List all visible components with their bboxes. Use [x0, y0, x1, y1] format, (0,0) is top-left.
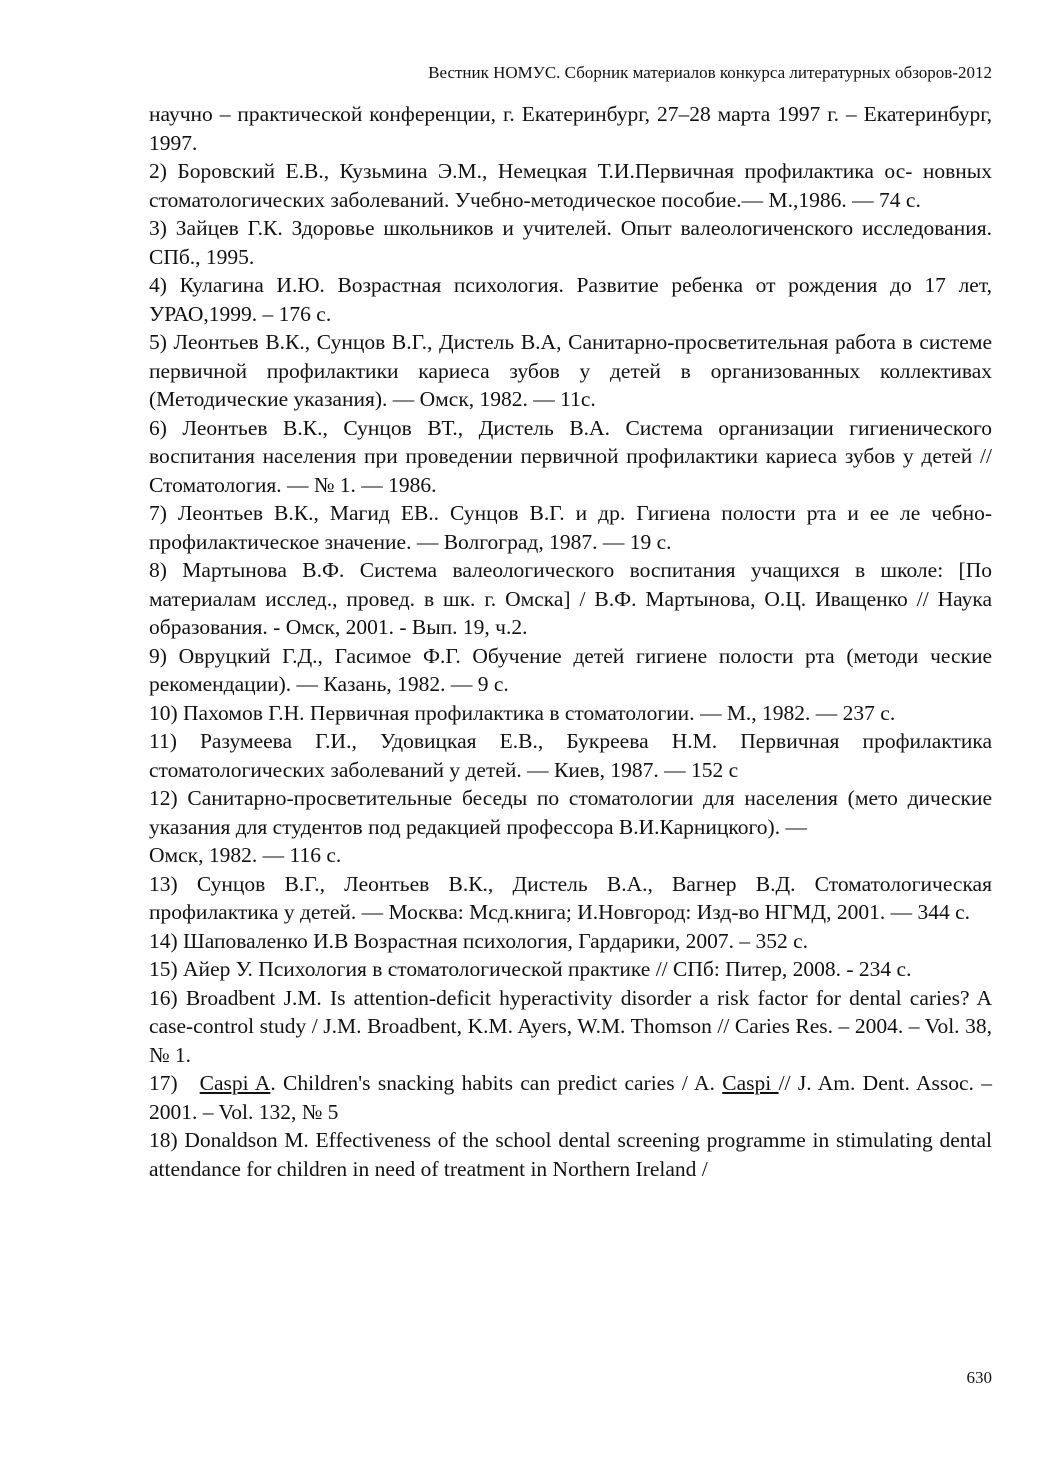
- reference-item: 7) Леонтьев В.К., Магид ЕВ.. Сунцов В.Г. и др. Гигиена полости рта и ее ле чебно-профилактическое значение. — Волгоград, 1987. — 19 с.: [149, 501, 992, 554]
- reference-item: 8) Мартынова В.Ф. Система валеологического воспитания учащихся в школе: [По материалам исслед., провед. в шк. г. Омска] / В.Ф. Мартынова, О.Ц. Иващенко // Наука образования. - Омск, 2001. - Вып. 19, ч.2.: [149, 558, 992, 639]
- reference-item: 12) Санитарно-просветительные беседы по стоматологии для населения (мето дические указания для студентов под редакцией профессора В.И.Карницкого). —: [149, 786, 992, 839]
- reference-item: 3) Зайцев Г.К. Здоровье школьников и учителей. Опыт валеологиченского исследования. СПб., 1995.: [149, 216, 992, 269]
- reference-item: 14) Шаповаленко И.В Возрастная психология, Гардарики, 2007. – 352 с.: [149, 928, 808, 953]
- page-number: 630: [966, 1368, 992, 1387]
- reference-list: [149, 100, 992, 1183]
- running-header: Вестник НОМУС. Сборник материалов конкурса литературных обзоров-2012: [428, 63, 992, 82]
- reference-item: 11) Разумеева Г.И., Удовицкая Е.В., Букреева Н.М. Первичная профилактика стоматологических заболеваний у детей. — Киев, 1987. — 152 с: [149, 729, 992, 782]
- reference-item: 9) Овруцкий Г.Д., Гасимое Ф.Г. Обучение детей гигиене полости рта (методи ческие рекомендации). — Казань, 1982. — 9 с.: [149, 643, 992, 696]
- reference-item: 4) Кулагина И.Ю. Возрастная психология. Развитие ребенка от рождения до 17 лет, УРАО,1999. – 176 с.: [149, 273, 992, 326]
- ref17-author-link-2[interactable]: Caspi: [722, 1071, 779, 1095]
- ref17-number: 17): [149, 1071, 178, 1095]
- ref17-rest: // J. Am. Dent. Assoc. – 2001. – Vol. 132, № 5: [149, 1071, 992, 1124]
- reference-item: научно – практической конференции, г. Екатеринбург, 27–28 марта 1997 г. – Екатеринбург, 1997.: [149, 102, 992, 155]
- ref17-author-link[interactable]: Caspi A: [199, 1071, 271, 1095]
- reference-item: Омск, 1982. — 116 с.: [149, 843, 342, 867]
- ref17-title: . Children's snacking habits can predict caries / A.: [270, 1071, 723, 1095]
- reference-item-17: [149, 1069, 992, 1126]
- reference-item: 15) Айер У. Психология в стоматологической практике // СПб: Питер, 2008. - 234 с.: [149, 957, 912, 981]
- reference-item: 16) Broadbent J.M. Is attention-deficit hyperactivity disorder a risk factor for dental caries? A case-control study / J.M. Broadbent, K.M. Ayers, W.M. Thomson // Caries Res. – 2004. – Vol. 38, № 1.: [149, 985, 992, 1067]
- reference-item: 6) Леонтьев В.К., Сунцов ВТ., Дистель В.А. Система организации гигиенического воспитания населения при проведении первичной профилактики кариеса зубов у детей //Стоматология. — № 1. — 1986.: [149, 415, 992, 497]
- reference-item: 2) Боровский Е.В., Кузьмина Э.М., Немецкая Т.И.Первичная профилактика ос- новных стоматологических заболеваний. Учебно-методическое пособие.— М.,1986. — 74 с.: [149, 159, 992, 212]
- reference-item: 13) Сунцов В.Г., Леонтьев В.К., Дистель В.А., Вагнер В.Д. Стоматологическая профилактика у детей. — Москва: Мсд.книга; И.Новгород: Изд-во НГМД, 2001. — 344 с.: [149, 871, 992, 924]
- reference-item: 18) Donaldson M. Effectiveness of the school dental screening programme in stimulating dental attendance for children in need of treatment in Northern Ireland /: [149, 1128, 992, 1181]
- reference-item: 10) Пахомов Г.Н. Первичная профилактика в стоматологии. — М., 1982. — 237 с.: [149, 700, 896, 725]
- reference-item: 5) Леонтьев В.К., Сунцов В.Г., Дистель В.А, Санитарно-просветительная работа в системе первичной профилактики кариеса зубов у детей в организованных коллективах (Методические указания). — Омск, 1982. — 11с.: [149, 330, 992, 411]
